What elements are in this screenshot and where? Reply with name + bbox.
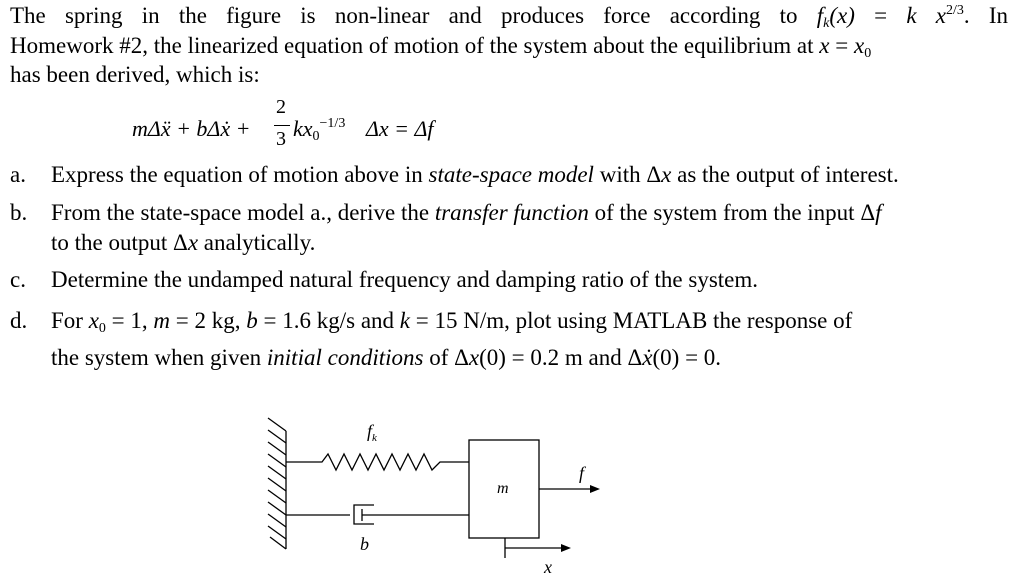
- equation-kx0: $kx_0^{-1/3}$: [293, 116, 346, 144]
- item-b-line-1: From the state-space model a., derive the transfer function of the system from the input Δf: [51, 200, 882, 225]
- item-d-label: d.: [10, 308, 28, 333]
- intro-line-1: The spring in the figure is non-linear and produces force according to $f_k(x) = k$ $x^{2/3}$. In: [10, 3, 1009, 31]
- force-arrowhead: [590, 485, 600, 493]
- displacement-label: x: [544, 557, 552, 577]
- intro-line-3: has been derived, which is:: [10, 62, 260, 87]
- item-d-line-2: the system when given initial conditions of Δx(0) = 0.2 m and Δẋ(0) = 0.: [51, 345, 722, 370]
- item-a-label: a.: [10, 162, 26, 187]
- intro-x0: $x_0$: [853, 33, 872, 61]
- item-b-label: b.: [10, 200, 28, 225]
- spring: [286, 454, 469, 470]
- intro-line-2: Homework #2, the linearized equation of motion of the system about the equilibrium at $x = x_0$: [10, 33, 872, 61]
- item-c-line-1: Determine the undamped natural frequency and damping ratio of the system.: [51, 267, 759, 292]
- item-b-line-2: to the output Δx analytically.: [51, 230, 316, 255]
- force-label: f: [579, 463, 585, 483]
- displacement-arrowhead: [561, 544, 571, 552]
- equation-lhs: mΔẍ + bΔẋ +: [132, 116, 251, 141]
- equation-rhs: Δx = Δf: [366, 116, 434, 141]
- item-c-label: c.: [10, 267, 26, 292]
- spring-label: $f_k$: [367, 421, 377, 444]
- mass-label: m: [497, 480, 509, 497]
- wall-hatching: [268, 418, 286, 549]
- equation-frac-den: 3: [276, 128, 286, 150]
- intro-x-power: $x^{2/3}$. In: [935, 3, 1009, 28]
- damper-label: b: [360, 534, 369, 554]
- item-a-line-1: Express the equation of motion above in state-space model with Δx as the output of interest.: [51, 162, 899, 187]
- equation-frac-num: 2: [276, 96, 286, 118]
- intro-fk: $f_k(x)$: [816, 3, 855, 31]
- intro-line-1-text: The spring in the figure is non-linear and produces force according to: [10, 3, 798, 28]
- item-d-line-1: For $x_0 = 1$, m = 2 kg, b = 1.6 kg/s and k = 15 N/m, plot using MATLAB the response of: [51, 308, 853, 336]
